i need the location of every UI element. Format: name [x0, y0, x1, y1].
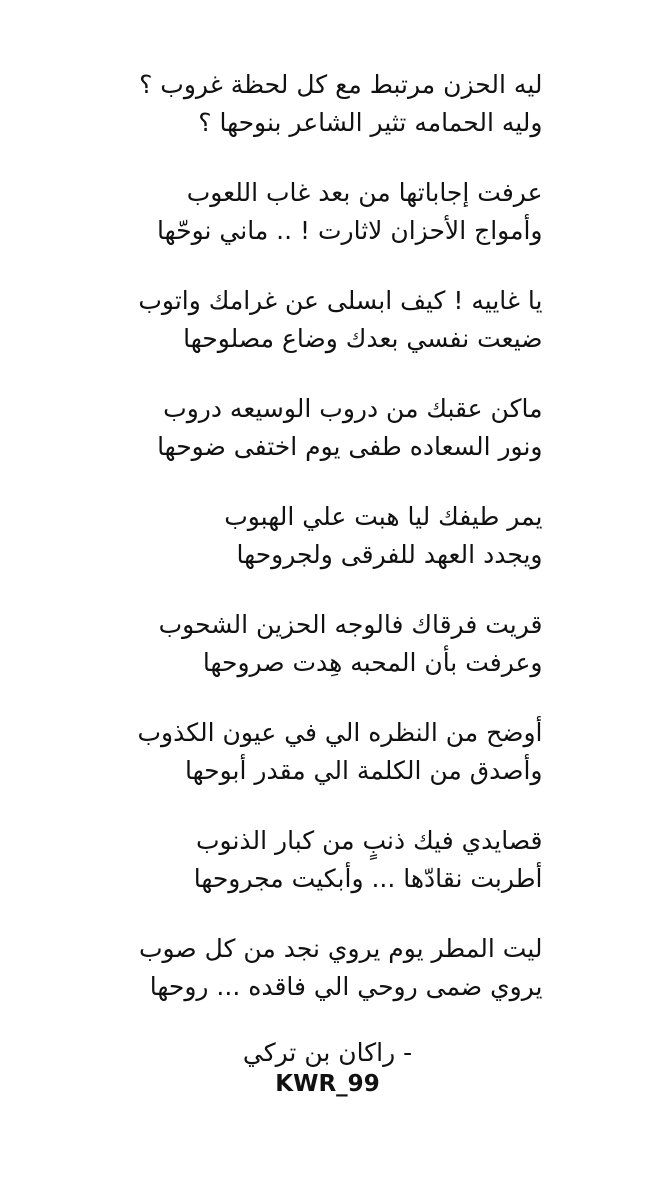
author-handle: KWR_99 [275, 1071, 380, 1097]
poem-line: قصايدي فيك ذنبٍ من كبار الذنوب [196, 826, 543, 855]
poem-line: ليت المطر يوم يروي نجد من كل صوب [138, 934, 543, 963]
stanza-3 [113, 282, 543, 390]
stanza-5 [113, 498, 543, 606]
poem-line: وليه الحمامه تثير الشاعر بنوحها ؟ [198, 108, 543, 137]
poem-line: ويجدد العهد للفرقى ولجروحها [236, 540, 543, 569]
stanza-6 [113, 606, 543, 714]
poem-line: أطربت نقادّها ... وأبكيت مجروحها [193, 864, 543, 893]
author-name: - راكان بن تركي [242, 1038, 413, 1067]
poem-line: وعرفت بأن المحبه هِدت صروحها [202, 648, 543, 677]
poem-line: أوضح من النظره الي في عيون الكذوب [137, 718, 543, 747]
poem-line: يروي ضمى روحي الي فاقده ... روحها [149, 972, 543, 1001]
poem-line: ليه الحزن مرتبط مع كل لحظة غروب ؟ [139, 70, 543, 99]
poem-line: عرفت إجاباتها من بعد غاب اللعوب [186, 178, 543, 207]
poem-line: يا غاييه ! كيف ابسلى عن غرامك واتوب [138, 286, 543, 315]
poem-line: ونور السعاده طفى يوم اختفى ضوحها [157, 432, 543, 461]
poem-body [113, 66, 543, 1038]
poem-line: وأصدق من الكلمة الي مقدر أبوحها [185, 756, 543, 785]
poem-line: يمر طيفك ليا هبت علي الهبوب [224, 502, 543, 531]
poem-line: وأمواج الأحزان لاثارت ! .. ماني نوحّها [157, 216, 543, 245]
poem-line: ضيعت نفسي بعدك وضاع مصلوحها [183, 324, 543, 353]
stanza-7 [113, 714, 543, 822]
signature [113, 1036, 543, 1098]
poem-line: ماكن عقبك من دروب الوسيعه دروب [163, 394, 543, 423]
stanza-4 [113, 390, 543, 498]
stanza-1 [113, 66, 543, 174]
stanza-9 [113, 930, 543, 1038]
poem-line: قريت فرقاك فالوجه الحزين الشحوب [158, 610, 543, 639]
stanza-8 [113, 822, 543, 930]
stanza-2 [113, 174, 543, 282]
